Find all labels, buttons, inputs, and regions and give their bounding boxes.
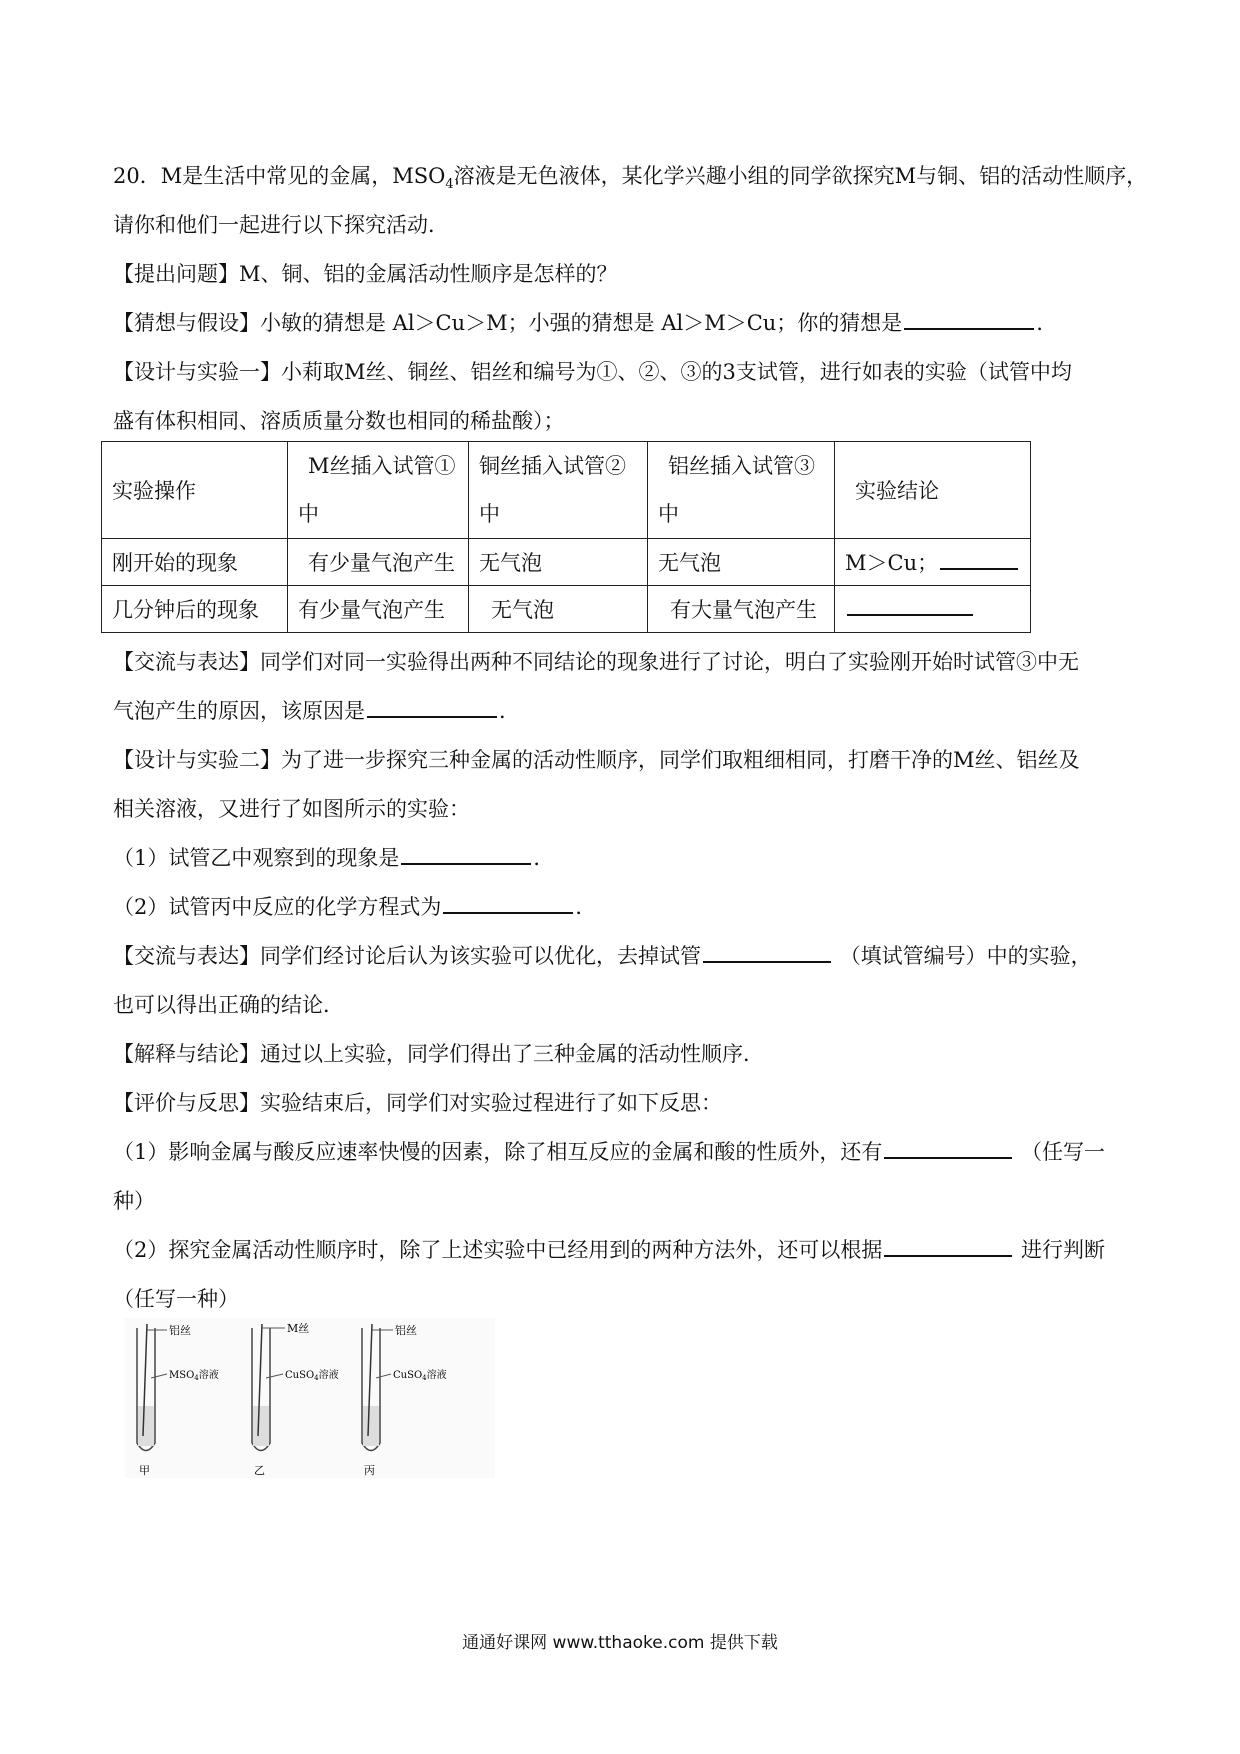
tube3-wire-label: 铝丝 — [395, 1324, 417, 1337]
row1-conclusion: M＞Cu； — [835, 539, 1031, 586]
table-row — [102, 539, 1031, 586]
experiment-table — [101, 441, 1031, 633]
header-tube3: 铝丝插入试管③ 中 — [648, 442, 835, 539]
answer-blank-q2[interactable] — [443, 911, 573, 914]
reflect-1: （1）影响金属与酸反应速率快慢的因素，除了相互反应的金属和酸的性质外，还有 （任写一 — [113, 1140, 1106, 1164]
exchange2-line-2: 也可以得出正确的结论． — [113, 993, 344, 1017]
tube2-solution-label: CuSO$_4$溶液 — [285, 1370, 339, 1382]
header-tube1: M丝插入试管① 中 — [288, 442, 469, 539]
answer-blank-q1[interactable] — [401, 862, 531, 865]
design2-line-1: 【设计与实验二】为了进一步探究三种金属的活动性顺序，同学们取粗细相同，打磨干净的M丝、铝丝及 — [113, 748, 1080, 772]
test-tube-figure — [125, 1318, 495, 1478]
header-op: 实验操作 — [102, 442, 288, 539]
header-conclusion: 实验结论 — [835, 442, 1031, 539]
row1-tube3: 无气泡 — [648, 539, 835, 586]
row1-label: 刚开始的现象 — [102, 539, 288, 586]
exchange2-line-1: 【交流与表达】同学们经讨论后认为该实验可以优化，去掉试管 （填试管编号）中的实验， — [113, 944, 1092, 968]
answer-blank-tube[interactable] — [703, 960, 831, 963]
tube3-label: 丙 — [364, 1464, 375, 1477]
ask-question: 【提出问题】M、铜、铝的金属活动性顺序是怎样的？ — [113, 262, 618, 286]
tube2-label: 乙 — [254, 1464, 265, 1477]
design2-line-2: 相关溶液，又进行了如图所示的实验： — [113, 797, 470, 821]
question-body — [113, 152, 1148, 1324]
answer-blank-r2[interactable] — [884, 1254, 1012, 1257]
row2-tube2: 无气泡 — [469, 586, 648, 633]
design1-line-2: 盛有体积相同、溶质质量分数也相同的稀盐酸）； — [113, 409, 565, 433]
row1-tube2: 无气泡 — [469, 539, 648, 586]
q1: （1）试管乙中观察到的现象是 ． — [113, 846, 555, 870]
answer-blank-table1[interactable] — [940, 567, 1018, 570]
header-tube2: 铜丝插入试管② 中 — [469, 442, 648, 539]
hypothesis: 【猜想与假设】小敏的猜想是 Al＞Cu＞M；小强的猜想是 Al＞M＞Cu；你的猜想是 ． — [113, 311, 1058, 335]
tube3-solution-label: CuSO$_4$溶液 — [393, 1370, 447, 1382]
tube1-solution-label: $MSO_4$溶液 — [169, 1370, 219, 1382]
row1-tube1: 有少量气泡产生 — [288, 539, 469, 586]
q2: （2）试管丙中反应的化学方程式为 ． — [113, 895, 597, 919]
row2-conclusion — [835, 586, 1031, 633]
answer-blank-guess[interactable] — [904, 327, 1034, 330]
answer-blank-table2[interactable] — [847, 613, 973, 616]
reflect-2: （2）探究金属活动性顺序时，除了上述实验中已经用到的两种方法外，还可以根据 进行判断 — [113, 1238, 1106, 1262]
intro-line-2: 请你和他们一起进行以下探究活动． — [113, 213, 449, 237]
table-row — [102, 442, 1031, 539]
reflect-1-line-2: 种） — [113, 1189, 155, 1213]
row2-tube1: 有少量气泡产生 — [288, 586, 469, 633]
table-row — [102, 586, 1031, 633]
exchange1-line-2: 气泡产生的原因，该原因是 ． — [113, 699, 520, 723]
explain: 【解释与结论】通过以上实验，同学们得出了三种金属的活动性顺序． — [113, 1042, 764, 1066]
intro-line-1: 20．M是生活中常见的金属，$MSO_4$溶液是无色液体，某化学兴趣小组的同学欲探究M与铜、铝的活动性顺序， — [113, 164, 1148, 193]
page-footer: 通通好课网 www.tthaoke.com 提供下载 — [462, 1633, 778, 1653]
tube1-wire-label: 铝丝 — [169, 1324, 191, 1337]
reflect-2-line-2: （任写一种） — [113, 1287, 239, 1311]
tube1-label: 甲 — [139, 1464, 150, 1477]
design1-line-1: 【设计与实验一】小莉取M丝、铜丝、铝丝和编号为①、②、③的3支试管，进行如表的实验（试管中均 — [113, 360, 1072, 384]
row2-tube3: 有大量气泡产生 — [648, 586, 835, 633]
reflect: 【评价与反思】实验结束后，同学们对实验过程进行了如下反思： — [113, 1091, 722, 1115]
figure-background — [125, 1318, 495, 1478]
tube2-wire-label: M丝 — [287, 1322, 310, 1335]
answer-blank-r1[interactable] — [884, 1156, 1012, 1159]
exchange1-line-1: 【交流与表达】同学们对同一实验得出两种不同结论的现象进行了讨论，明白了实验刚开始时试管③中无 — [113, 650, 1079, 674]
row2-label: 几分钟后的现象 — [102, 586, 288, 633]
answer-blank-reason[interactable] — [367, 715, 497, 718]
